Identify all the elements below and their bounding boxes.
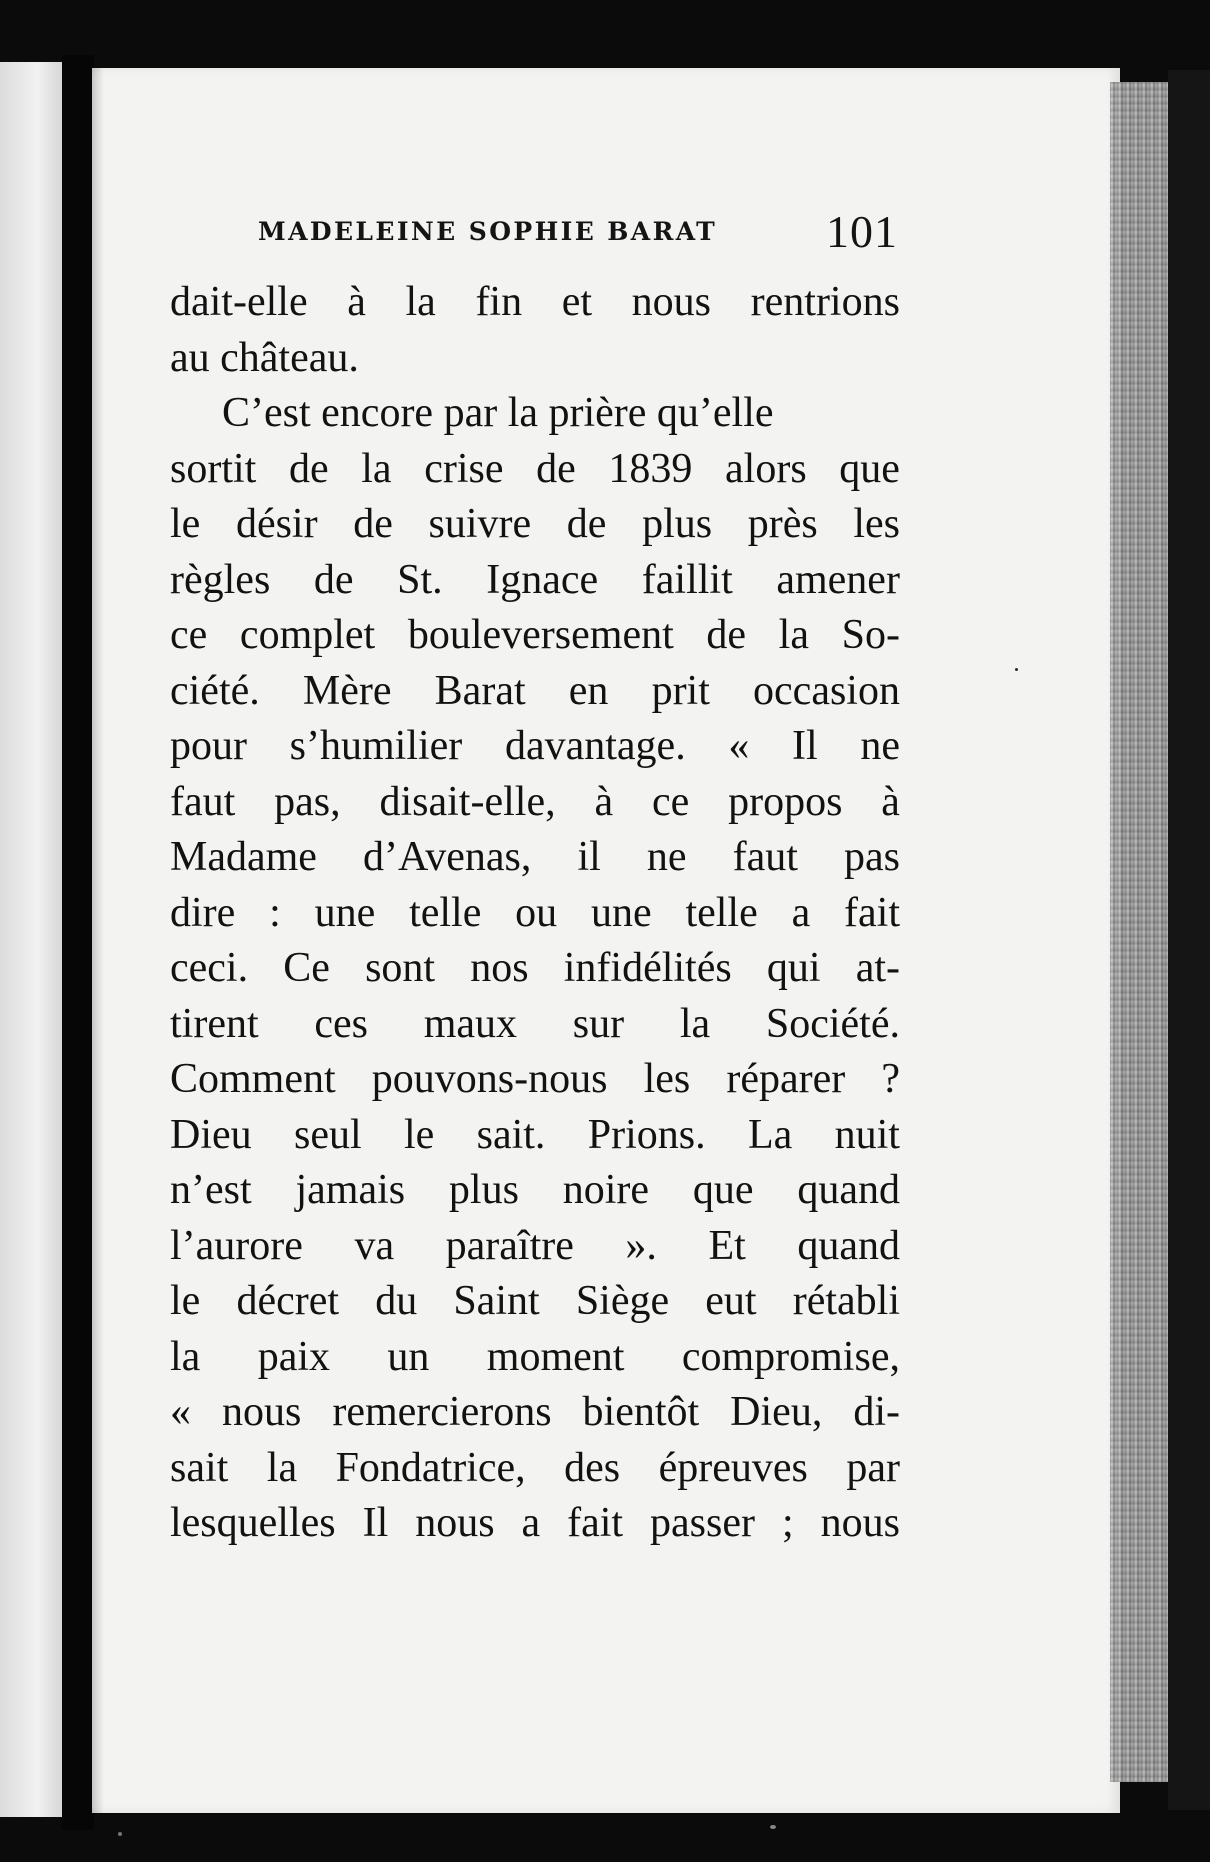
- word: nous: [631, 279, 712, 325]
- text-line: [170, 1219, 900, 1275]
- word: réparer: [726, 1056, 846, 1102]
- word: moment: [486, 1333, 625, 1380]
- word: «: [728, 723, 750, 769]
- text-line: [170, 1441, 900, 1497]
- word: a: [791, 889, 811, 936]
- word: qui: [766, 945, 821, 991]
- word: désir: [235, 501, 318, 547]
- text-line: [170, 442, 900, 498]
- scan-border: [1168, 70, 1210, 1810]
- word: la: [170, 1333, 201, 1380]
- word: sont: [365, 945, 436, 991]
- word: nous: [820, 1500, 900, 1546]
- scan-speck: [118, 1832, 122, 1836]
- word: la: [361, 445, 392, 492]
- text-line: [170, 1274, 900, 1330]
- word: va: [354, 1222, 395, 1269]
- word: de: [536, 445, 576, 492]
- word: propos: [728, 778, 843, 825]
- word: ;: [781, 1500, 794, 1546]
- word: seul: [293, 1111, 362, 1158]
- text-line: [170, 1108, 900, 1164]
- text-line: [170, 830, 900, 886]
- text-line: [170, 941, 900, 997]
- word: Il: [792, 723, 818, 769]
- word: Il: [362, 1500, 389, 1546]
- word: la: [778, 612, 809, 658]
- word: à: [881, 778, 900, 825]
- page-shadow: [92, 68, 104, 1813]
- word: davantage.: [504, 723, 686, 769]
- word: ne: [860, 723, 900, 769]
- word: pouvons-nous: [371, 1056, 608, 1102]
- word: So-: [841, 612, 900, 658]
- word: telle: [409, 889, 482, 936]
- text-line: [170, 1385, 900, 1441]
- word: nous: [221, 1389, 302, 1435]
- text-line: [170, 1330, 900, 1386]
- word: de: [353, 501, 393, 547]
- word: décret: [236, 1278, 340, 1324]
- scan-speck: [770, 1825, 776, 1829]
- word: sait: [170, 1444, 229, 1491]
- word: ces: [314, 1000, 368, 1047]
- word: une: [314, 889, 376, 936]
- word: le: [170, 1278, 201, 1324]
- word: il: [577, 834, 601, 880]
- word: faut: [170, 778, 236, 825]
- previous-page-edge: [0, 62, 62, 1817]
- word: plus: [448, 1167, 519, 1213]
- book-gutter: [62, 55, 94, 1830]
- word: a: [521, 1500, 541, 1546]
- word: Dieu: [170, 1111, 252, 1158]
- word: passer: [650, 1500, 755, 1546]
- word: paix: [257, 1333, 331, 1380]
- word: fait: [567, 1500, 624, 1546]
- word: une: [590, 889, 652, 936]
- word: des: [564, 1444, 621, 1491]
- running-header: [258, 205, 908, 265]
- page-edges: [1110, 82, 1172, 1782]
- word: prit: [651, 667, 710, 714]
- text-line: [170, 664, 900, 720]
- word: fait: [844, 889, 900, 936]
- word: amener: [776, 556, 900, 603]
- word: rentrions: [750, 279, 900, 325]
- body-text: [170, 275, 900, 1552]
- word: bouleversement: [407, 612, 674, 658]
- word: Ignace: [486, 556, 599, 603]
- text-line: [170, 497, 900, 553]
- word: infidélités: [563, 945, 732, 991]
- word: l’aurore: [170, 1222, 303, 1269]
- word: Société.: [765, 1000, 900, 1047]
- text-line: [170, 719, 900, 775]
- word: la: [679, 1000, 711, 1047]
- word: ce: [651, 778, 690, 825]
- word: du: [375, 1278, 418, 1324]
- word: sait.: [476, 1111, 546, 1158]
- word: n’est: [170, 1167, 252, 1213]
- word: St.: [397, 556, 443, 603]
- word: 1839: [608, 445, 693, 492]
- word: alors: [725, 445, 807, 492]
- word: Madame: [170, 834, 317, 880]
- word: les: [643, 1056, 691, 1102]
- word: ou: [515, 889, 558, 936]
- word: faut: [732, 834, 798, 880]
- word: La: [747, 1111, 793, 1158]
- word: complet: [239, 612, 376, 658]
- word: compromise,: [681, 1333, 900, 1380]
- word: de: [313, 556, 354, 603]
- word: épreuves: [658, 1444, 808, 1491]
- text-line: [170, 608, 900, 664]
- word: nous: [415, 1500, 495, 1546]
- word: les: [853, 501, 900, 547]
- word: occasion: [753, 667, 900, 714]
- word: la: [405, 279, 436, 325]
- word: que: [839, 445, 900, 492]
- word: Et: [708, 1222, 746, 1269]
- word: Comment: [170, 1056, 336, 1102]
- word: ce: [170, 612, 208, 658]
- word: sur: [572, 1000, 625, 1047]
- word: Saint: [453, 1278, 540, 1324]
- text-line: [170, 1163, 900, 1219]
- word: Barat: [434, 667, 526, 714]
- word: règles: [170, 556, 271, 603]
- word: pas,: [274, 778, 341, 825]
- word: jamais: [295, 1167, 406, 1213]
- word: s’humilier: [289, 723, 463, 769]
- word: «: [170, 1389, 191, 1435]
- word: d’Avenas,: [363, 834, 532, 880]
- word: maux: [423, 1000, 518, 1047]
- text-line: [170, 1052, 900, 1108]
- word: de: [288, 445, 329, 492]
- word: Prions.: [587, 1111, 706, 1158]
- word: ceci.: [170, 945, 249, 991]
- text-line: [170, 1496, 900, 1552]
- word: rétabli: [792, 1278, 900, 1324]
- word: noire: [562, 1167, 650, 1213]
- word: à: [347, 279, 366, 325]
- word: près: [747, 501, 818, 547]
- text-line: [170, 886, 900, 942]
- word: le: [170, 501, 201, 547]
- word: telle: [685, 889, 758, 936]
- word: quand: [797, 1167, 900, 1213]
- text-line: [170, 997, 900, 1053]
- word: paraître: [445, 1222, 574, 1269]
- word: quand: [797, 1222, 900, 1269]
- word: sortit: [170, 445, 257, 492]
- word: un: [387, 1333, 430, 1380]
- running-title: MADELEINE SOPHIE BARAT: [258, 217, 718, 246]
- word: dait-elle: [170, 279, 308, 325]
- word: bientôt: [582, 1389, 700, 1435]
- word: pas: [843, 834, 900, 880]
- word: pour: [170, 723, 247, 769]
- word: Ce: [283, 945, 330, 991]
- word: dire: [170, 889, 236, 936]
- word: plus: [642, 501, 713, 547]
- word: crise: [424, 445, 504, 492]
- word: Siège: [575, 1278, 670, 1324]
- word: faillit: [641, 556, 733, 603]
- text-line: [170, 275, 900, 331]
- word: ciété.: [170, 667, 260, 714]
- word: ?: [881, 1056, 900, 1102]
- text-line: [170, 553, 900, 609]
- word: par: [846, 1444, 900, 1491]
- word: Fondatrice,: [335, 1444, 526, 1491]
- word: le: [403, 1111, 435, 1158]
- word: de: [566, 501, 607, 547]
- word: la: [266, 1444, 298, 1491]
- text-line: au château.: [170, 334, 359, 381]
- word: lesquelles: [170, 1500, 336, 1546]
- word: fin: [475, 279, 523, 325]
- word: Dieu,: [730, 1389, 823, 1435]
- text-line: [170, 775, 900, 831]
- word: :: [269, 889, 281, 936]
- word: remercierons: [332, 1389, 552, 1435]
- word: suivre: [428, 501, 532, 547]
- word: eut: [705, 1278, 757, 1324]
- word: at-: [855, 945, 900, 991]
- word: tirent: [170, 1000, 259, 1047]
- word: ne: [646, 834, 687, 880]
- word: nos: [470, 945, 529, 991]
- word: et: [561, 279, 593, 325]
- word: de: [706, 612, 747, 658]
- page-number: 101: [826, 206, 898, 257]
- word: nuit: [834, 1111, 900, 1158]
- word: di-: [853, 1389, 900, 1435]
- word: en: [568, 667, 609, 714]
- word: disait-elle,: [379, 778, 556, 825]
- text-line: C’est encore par la prière qu’elle: [222, 390, 774, 436]
- word: Mère: [302, 667, 392, 714]
- word: ».: [625, 1222, 657, 1269]
- word: que: [692, 1167, 754, 1213]
- scan-speck: [1015, 668, 1018, 671]
- word: à: [594, 778, 614, 825]
